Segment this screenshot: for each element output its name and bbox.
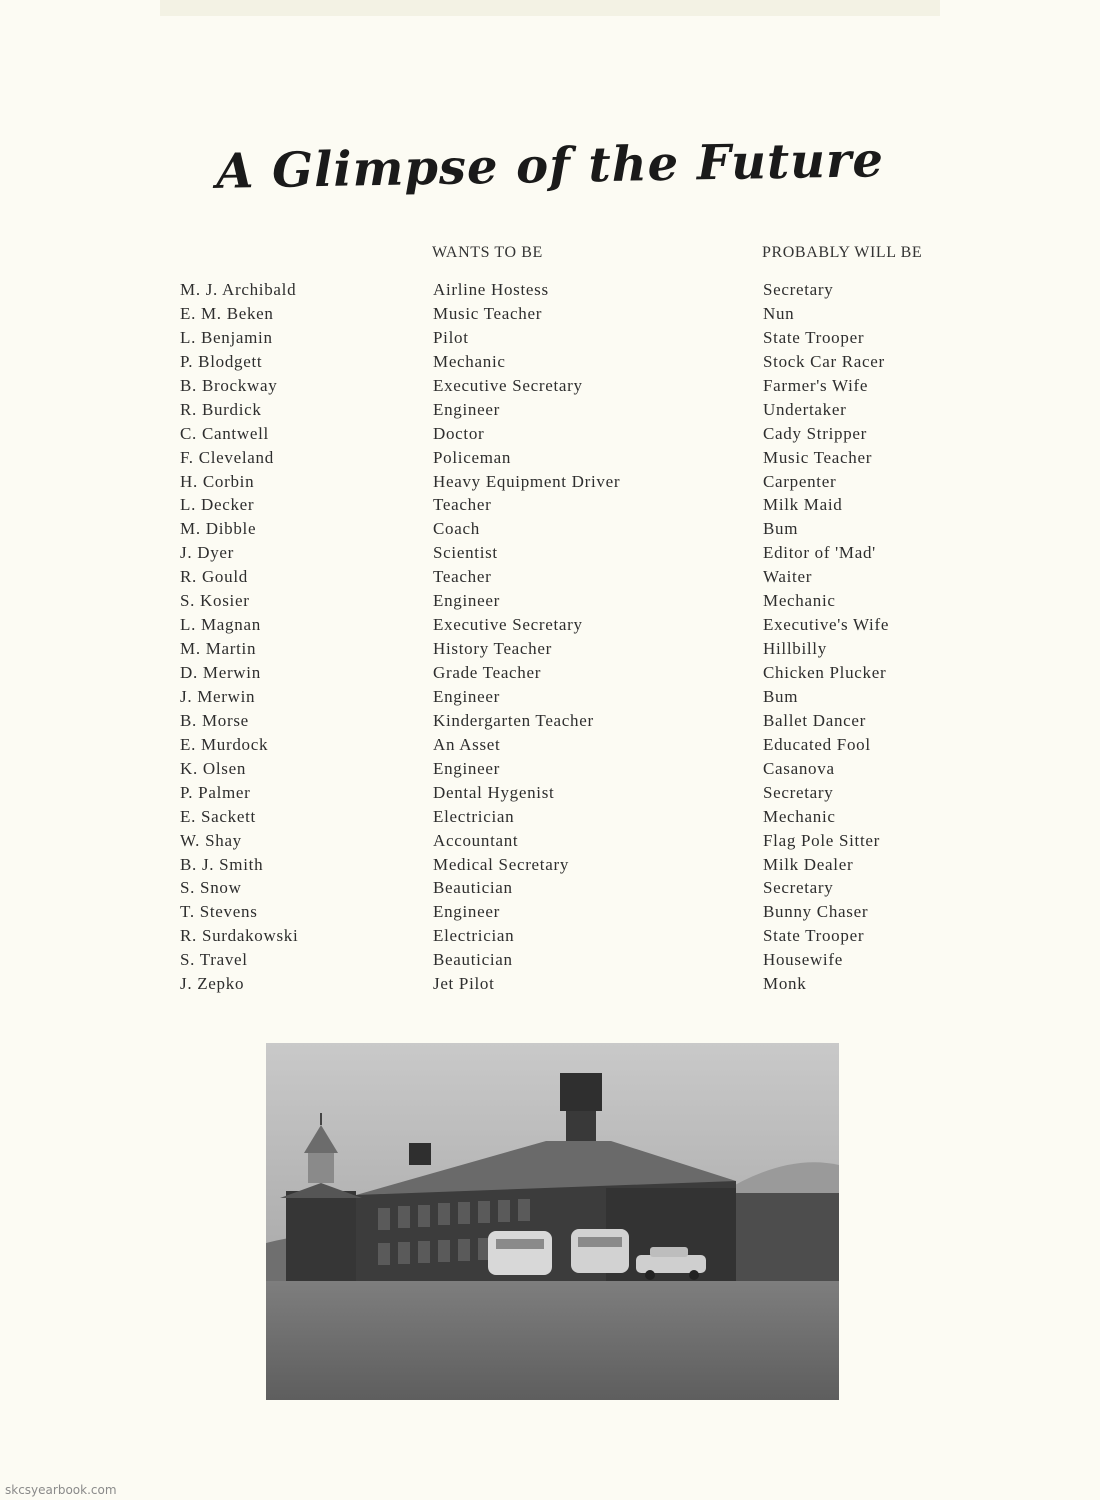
student-name: P. Blodgett — [180, 351, 263, 371]
probably-will-be-cell: Secretary — [763, 878, 834, 898]
wants-to-be-cell: Engineer — [433, 902, 500, 922]
student-name: K. Olsen — [180, 758, 247, 778]
student-name: M. J. Archibald — [180, 280, 297, 299]
scan-top-band — [160, 0, 940, 16]
student-name: E. Sackett — [180, 806, 256, 826]
wants-to-be-cell: Engineer — [433, 399, 500, 419]
column-header-wants: WANTS TO BE — [432, 244, 543, 261]
wants-to-be-cell: Teacher — [433, 495, 492, 515]
table-row — [180, 735, 960, 759]
student-name: D. Merwin — [180, 663, 261, 682]
wants-to-be-cell: Medical Secretary — [433, 854, 570, 874]
student-name: F. Cleveland — [180, 447, 274, 467]
probably-will-be-cell: Stock Car Racer — [763, 351, 885, 371]
wants-to-be-cell: Electrician — [433, 926, 515, 946]
wants-to-be-cell: Airline Hostess — [433, 280, 549, 299]
table-row — [180, 687, 960, 711]
student-name: R. Gould — [180, 567, 248, 587]
watermark: skcsyearbook.com — [5, 1483, 117, 1497]
table-row — [180, 328, 960, 352]
table-row — [180, 519, 960, 543]
wants-to-be-cell: Teacher — [433, 567, 492, 587]
table-row — [180, 663, 960, 687]
table-row — [180, 543, 960, 567]
probably-will-be-cell: Casanova — [763, 758, 835, 778]
table-row — [180, 304, 960, 328]
student-name: C. Cantwell — [180, 423, 269, 443]
wants-to-be-cell: Dental Hygenist — [433, 782, 555, 802]
wants-to-be-cell: Mechanic — [433, 351, 506, 371]
student-name: T. Stevens — [180, 902, 258, 922]
student-name: R. Burdick — [180, 399, 262, 419]
table-row — [180, 759, 960, 783]
page-title: A Glimpse of the Future — [215, 132, 885, 200]
table-row — [180, 448, 960, 472]
table-row — [180, 639, 960, 663]
probably-will-be-cell: Waiter — [763, 567, 813, 587]
wants-to-be-cell: Executive Secretary — [433, 375, 583, 395]
column-header-probably: PROBABLY WILL BE — [762, 244, 923, 261]
table-row — [180, 472, 960, 496]
probably-will-be-cell: Cady Stripper — [763, 423, 868, 443]
probably-will-be-cell: Bum — [763, 686, 799, 706]
wants-to-be-cell: Scientist — [433, 543, 498, 563]
wants-to-be-cell: Jet Pilot — [433, 974, 495, 994]
wants-to-be-cell: Beautician — [433, 950, 513, 970]
table-row — [180, 352, 960, 376]
wants-to-be-cell: Engineer — [433, 591, 500, 611]
wants-to-be-cell: Executive Secretary — [433, 615, 583, 635]
student-name: S. Snow — [180, 878, 242, 898]
wants-to-be-cell: Pilot — [433, 327, 469, 347]
probably-will-be-cell: Hillbilly — [763, 639, 827, 659]
wants-to-be-cell: An Asset — [433, 734, 501, 754]
table-row — [180, 424, 960, 448]
table-row — [180, 855, 960, 879]
student-name: H. Corbin — [180, 471, 255, 491]
table-row — [180, 376, 960, 400]
probably-will-be-cell: Mechanic — [763, 806, 836, 826]
student-name: J. Dyer — [180, 543, 234, 563]
probably-will-be-cell: Nun — [763, 303, 795, 323]
wants-to-be-cell: Engineer — [433, 758, 500, 778]
table-row — [180, 831, 960, 855]
student-name: E. Murdock — [180, 734, 269, 754]
student-name: L. Benjamin — [180, 327, 273, 347]
table-row — [180, 591, 960, 615]
student-name: J. Merwin — [180, 686, 256, 706]
table-row — [180, 974, 960, 998]
probably-will-be-cell: Chicken Plucker — [763, 663, 887, 682]
probably-will-be-cell: Secretary — [763, 280, 834, 299]
student-name: L. Magnan — [180, 615, 261, 635]
probably-will-be-cell: Undertaker — [763, 399, 847, 419]
student-name: R. Surdakowski — [180, 926, 299, 946]
student-name: B. Brockway — [180, 375, 278, 395]
table-row — [180, 807, 960, 831]
future-table — [180, 280, 960, 998]
probably-will-be-cell: Carpenter — [763, 471, 837, 491]
probably-will-be-cell: Bum — [763, 519, 799, 539]
wants-to-be-cell: Beautician — [433, 878, 513, 898]
probably-will-be-cell: Executive's Wife — [763, 615, 890, 635]
student-name: B. J. Smith — [180, 854, 264, 874]
probably-will-be-cell: State Trooper — [763, 327, 865, 347]
table-row — [180, 711, 960, 735]
school-building-photo — [266, 1043, 839, 1400]
student-name: B. Morse — [180, 710, 249, 730]
probably-will-be-cell: Milk Dealer — [763, 854, 854, 874]
table-row — [180, 902, 960, 926]
table-row — [180, 495, 960, 519]
student-name: E. M. Beken — [180, 303, 274, 323]
probably-will-be-cell: Editor of 'Mad' — [763, 543, 876, 563]
table-row — [180, 567, 960, 591]
probably-will-be-cell: Secretary — [763, 782, 834, 802]
wants-to-be-cell: Heavy Equipment Driver — [433, 471, 621, 491]
probably-will-be-cell: Mechanic — [763, 591, 836, 611]
probably-will-be-cell: Milk Maid — [763, 495, 843, 515]
wants-to-be-cell: Coach — [433, 519, 480, 539]
wants-to-be-cell: History Teacher — [433, 639, 552, 659]
probably-will-be-cell: Music Teacher — [763, 447, 873, 467]
student-name: M. Martin — [180, 639, 257, 659]
table-row — [180, 878, 960, 902]
wants-to-be-cell: Electrician — [433, 806, 515, 826]
table-row — [180, 280, 960, 304]
wants-to-be-cell: Accountant — [433, 830, 519, 850]
wants-to-be-cell: Kindergarten Teacher — [433, 710, 594, 730]
probably-will-be-cell: Monk — [763, 974, 807, 994]
student-name: J. Zepko — [180, 974, 245, 994]
wants-to-be-cell: Engineer — [433, 686, 500, 706]
student-name: W. Shay — [180, 830, 242, 850]
table-row — [180, 926, 960, 950]
wants-to-be-cell: Policeman — [433, 447, 512, 467]
probably-will-be-cell: Bunny Chaser — [763, 902, 869, 922]
student-name: S. Kosier — [180, 591, 250, 611]
wants-to-be-cell: Doctor — [433, 423, 485, 443]
wants-to-be-cell: Grade Teacher — [433, 663, 542, 682]
student-name: S. Travel — [180, 950, 248, 970]
probably-will-be-cell: Flag Pole Sitter — [763, 830, 880, 850]
student-name: L. Decker — [180, 495, 255, 515]
probably-will-be-cell: Farmer's Wife — [763, 375, 869, 395]
table-row — [180, 783, 960, 807]
probably-will-be-cell: Ballet Dancer — [763, 710, 867, 730]
wants-to-be-cell: Music Teacher — [433, 303, 543, 323]
probably-will-be-cell: Educated Fool — [763, 734, 871, 754]
probably-will-be-cell: Housewife — [763, 950, 843, 970]
student-name: M. Dibble — [180, 519, 257, 539]
probably-will-be-cell: State Trooper — [763, 926, 865, 946]
student-name: P. Palmer — [180, 782, 251, 802]
table-row — [180, 615, 960, 639]
table-row — [180, 950, 960, 974]
table-row — [180, 400, 960, 424]
